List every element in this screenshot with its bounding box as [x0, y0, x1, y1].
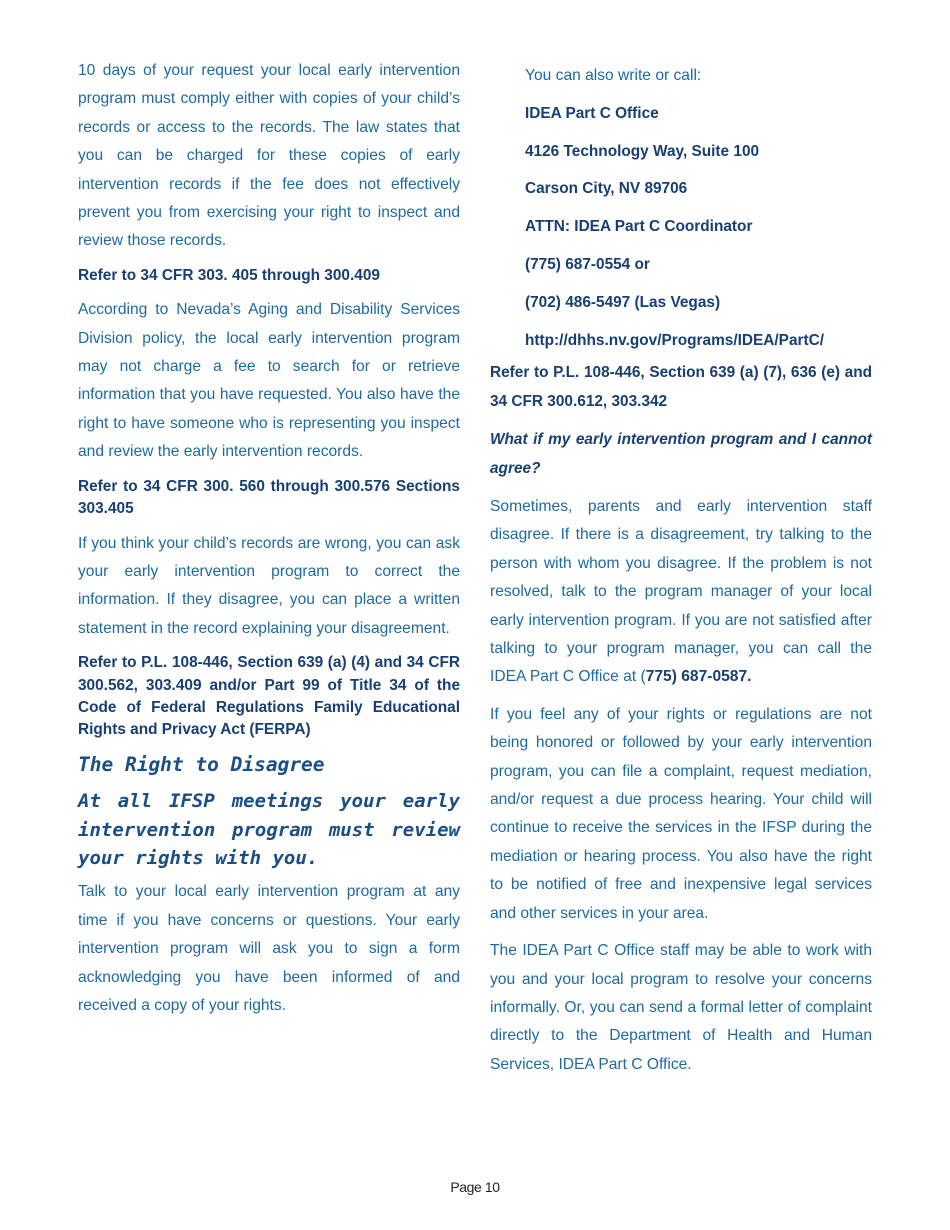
section-heading: The Right to Disagree [78, 752, 325, 776]
complaint-paragraph: If you feel any of your rights or regulations are not being honored or followed by your early intervention program, you can file a complaint, request mediation, and/or request a due process hearing. Your child will continue to receive the services in the IFSP during the mediation or hearing process. You also have the right to be notified of free and inexpensive legal services and other services in your area. [490, 705, 872, 922]
disagreement-question: What if my early intervention program and I cannot agree? [490, 431, 872, 477]
page-number: Page 10 [450, 1179, 500, 1195]
fee-policy-paragraph: According to Nevada’s Aging and Disability Services Division policy, the local early intervention program may not charge a fee to search for or retrieve information that you have requested. You also have the right to have someone who is representing you inspect and review the early intervention records. [78, 301, 460, 461]
reference-cfr-303-405: Refer to 34 CFR 303. 405 through 300.409 [78, 266, 380, 284]
rights-acknowledgement-paragraph: Talk to your local early intervention program at any time if you have concerns or questions. Your early intervention program will ask you to sign a form acknowledging you have been informed of and received a copy of your rights. [78, 883, 460, 1014]
informal-resolution-paragraph: The IDEA Part C Office staff may be able to work with you and your local program to resolve your concerns informally. Or, you can send a formal letter of complaint directly to the Department of Health and Human Services, IDEA Part C Office. [490, 942, 872, 1073]
office-street: 4126 Technology Way, Suite 100 [525, 142, 760, 160]
records-copies-paragraph: 10 days of your request your local early intervention program must comply either with copies of your child’s records or access to the records. The law states that you can be charged for these copies of early intervention records if the fee does not effectively prevent you from exercising your right to inspect and review those records. [78, 62, 460, 250]
section-subheading: At all IFSP meetings your early intervention program must review your rights with you. [78, 790, 460, 869]
office-city: Carson City, NV 89706 [525, 180, 688, 198]
office-attn: ATTN: IDEA Part C Coordinator [525, 218, 753, 236]
office-phone-bold: 775) 687-0587. [645, 668, 752, 686]
reference-cfr-300-560: Refer to 34 CFR 300. 560 through 300.576 Sections 303.405 [78, 477, 460, 518]
disagreement-paragraph [490, 493, 872, 692]
left-column [78, 57, 460, 1029]
correct-records-paragraph: If you think your child’s records are wrong, you can ask your early intervention program to correct the information. If they disagree, you can place a written statement in the record explaining your disagreement. [78, 534, 460, 637]
reference-ferpa: Refer to P.L. 108-446, Section 639 (a) (4) and 34 CFR 300.562, 303.409 and/or Part 99 of Title 34 of the Code of Federal Regulations Family Educational Rights and Privacy Act (FERPA) [78, 654, 460, 739]
office-name: IDEA Part C Office [525, 104, 659, 122]
office-phone-2: (702) 486-5497 (Las Vegas) [525, 293, 721, 311]
reference-pl-108-446-639: Refer to P.L. 108-446, Section 639 (a) (7), 636 (e) and 34 CFR 300.612, 303.342 [490, 364, 872, 410]
contact-block [490, 57, 872, 359]
disagreement-text: Sometimes, parents and early intervention staff disagree. If there is a disagreement, try talking to the person with whom you disagree. If the problem is not resolved, talk to the program manager of your local early intervention program. If you are not satisfied after talking to your program manager, you can call the IDEA Part C Office at ( [490, 498, 872, 686]
right-column [490, 57, 872, 1088]
contact-intro: You can also write or call: [525, 67, 702, 84]
office-phone-1: (775) 687-0554 or [525, 255, 650, 273]
office-url-link[interactable]: http://dhhs.nv.gov/Programs/IDEA/PartC/ [525, 331, 825, 349]
